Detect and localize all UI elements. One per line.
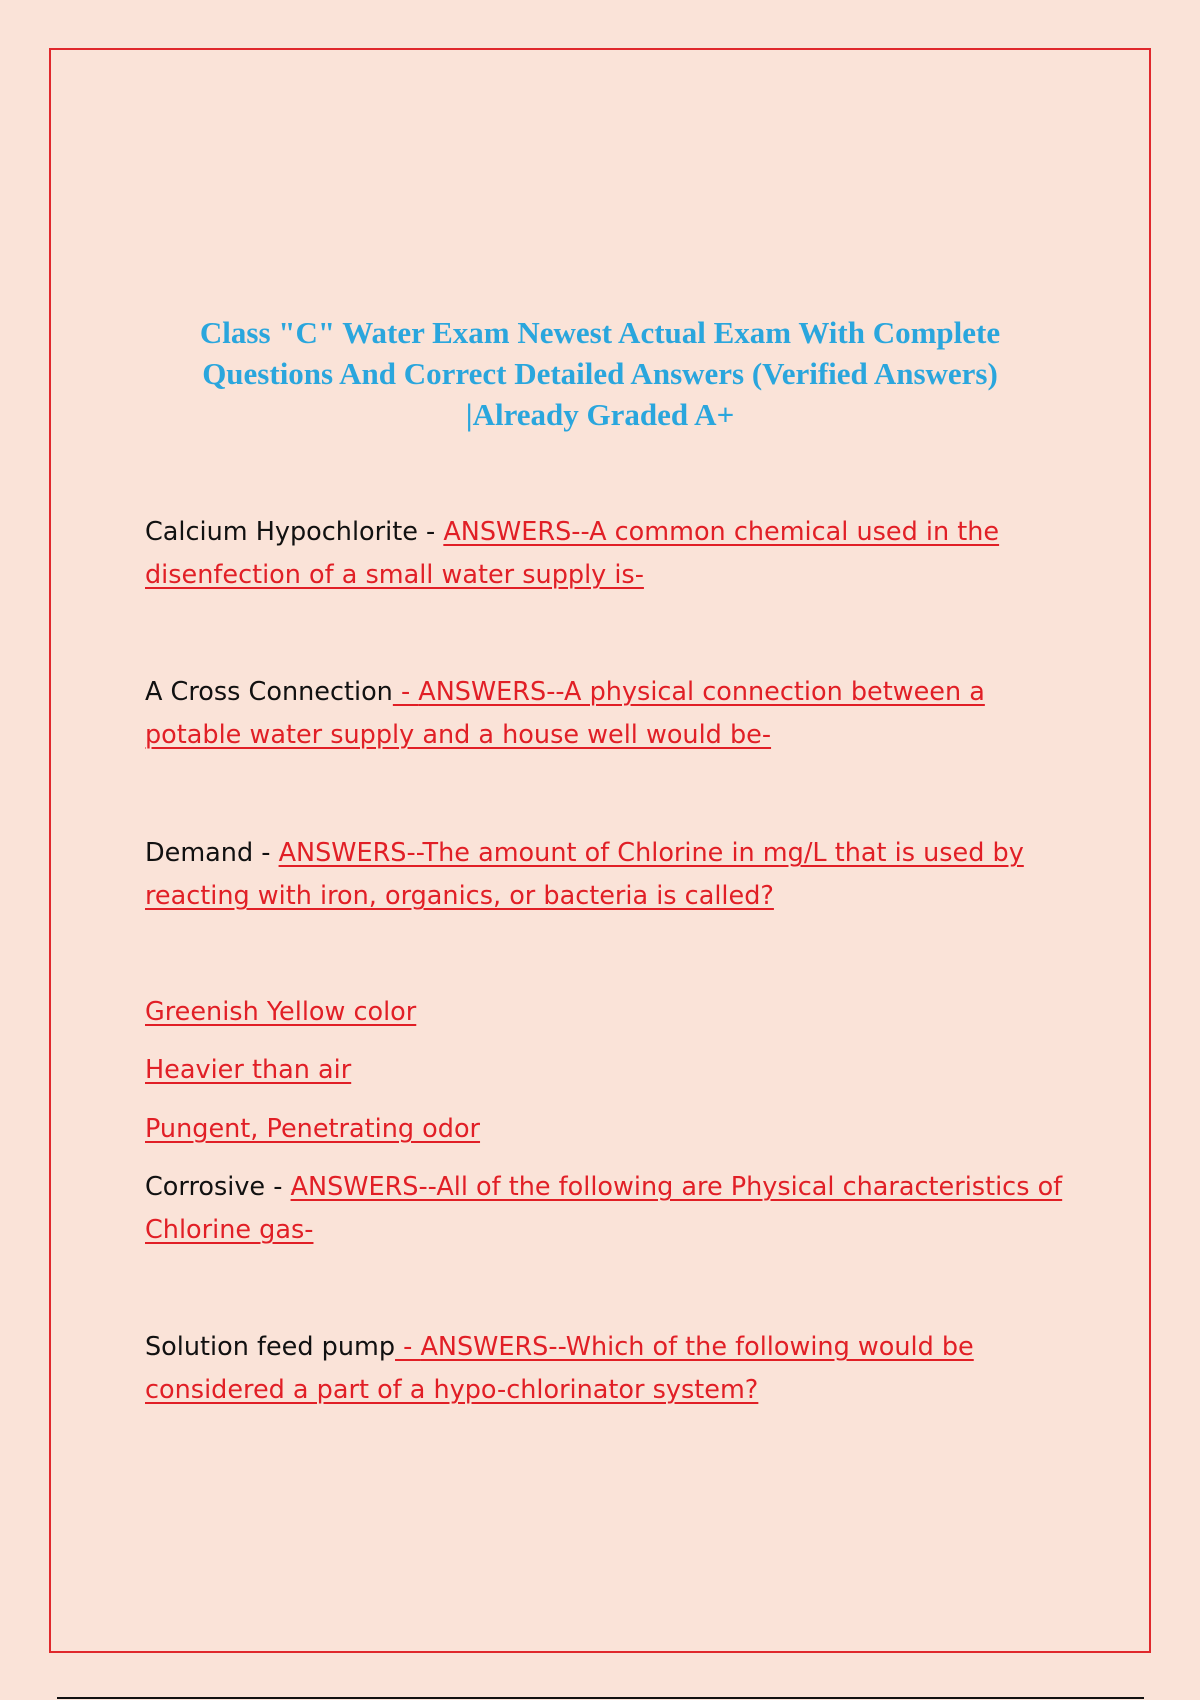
qa-entry-solution-feed-pump	[145, 1326, 1065, 1412]
chlorine-characteristic-item: Pungent, Penetrating odor	[145, 1114, 481, 1144]
qa-term: Demand	[145, 838, 254, 868]
qa-entry-cross-connection	[145, 671, 1065, 757]
title-line-2: Questions And Correct Detailed Answers (Verified Answers)	[202, 356, 998, 391]
chlorine-characteristic-item: Greenish Yellow color	[145, 997, 417, 1027]
qa-answer: ANSWERS--All of the following are Physical characteristics of Chlorine gas-	[145, 1172, 1063, 1245]
qa-separator: -	[265, 1172, 291, 1202]
qa-term: Corrosive	[145, 1172, 266, 1202]
qa-answer: ANSWERS--A common chemical used in the disenfection of a small water supply is-	[145, 517, 1000, 590]
qa-separator: -	[253, 838, 279, 868]
qa-entry-corrosive	[145, 1166, 1065, 1252]
qa-separator: -	[395, 1332, 421, 1362]
qa-entry-demand	[145, 832, 1065, 918]
bottom-rule	[57, 1697, 1144, 1699]
qa-entry-calcium-hypochlorite	[145, 511, 1065, 597]
qa-term: A Cross Connection	[145, 677, 393, 707]
qa-term: Solution feed pump	[145, 1332, 396, 1362]
qa-answer: ANSWERS--A physical connection between a potable water supply and a house well would be-	[145, 677, 985, 750]
chlorine-characteristic-item: Heavier than air	[145, 1055, 352, 1085]
qa-separator: -	[417, 517, 444, 547]
document-title	[150, 312, 1050, 435]
qa-separator: -	[392, 677, 419, 707]
qa-answer: ANSWERS--Which of the following would be considered a part of a hypo-chlorinator system?	[145, 1332, 974, 1405]
qa-answer: ANSWERS--The amount of Chlorine in mg/L that is used by reacting with iron, organics, or bacteria is called?	[145, 838, 1024, 911]
title-line-3: |Already Graded A+	[465, 397, 735, 432]
qa-term: Calcium Hypochlorite	[145, 517, 418, 547]
title-line-1: Class "C" Water Exam Newest Actual Exam With Complete	[199, 315, 1001, 350]
